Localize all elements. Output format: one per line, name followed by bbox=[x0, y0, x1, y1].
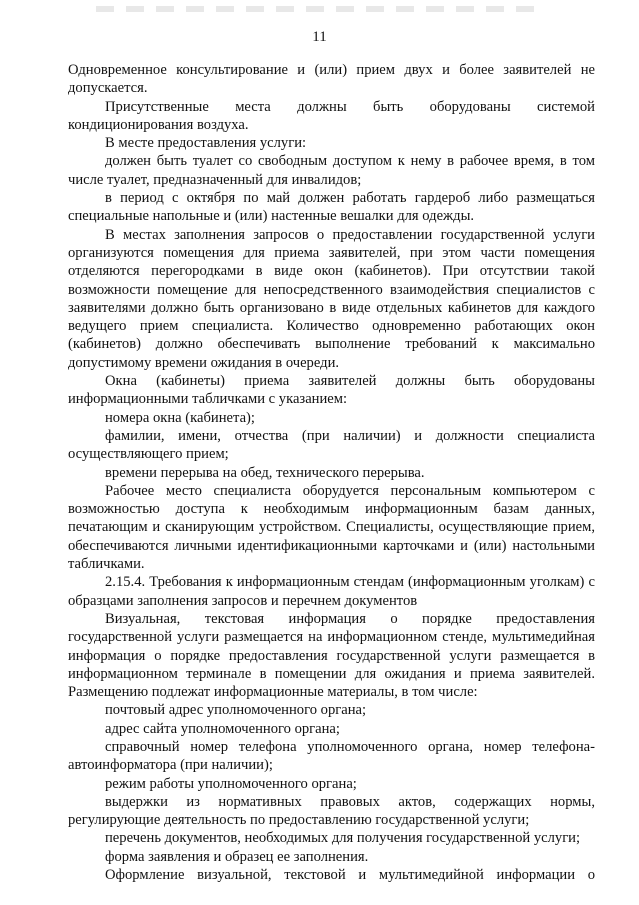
paragraph: Визуальная, текстовая информация о порядке предоставления государственной услуги размещается на информационном стенде, мультимедийная информация о порядке предоставления государственной услуги размещается в информационном терминале в помещении для ожидания и приема заявителей. Размещению подлежат информационные материалы, в том числе: bbox=[68, 610, 595, 701]
section-heading: 2.15.4. Требования к информационным стендам (информационным уголкам) с образцами заполнения запросов и перечнем документов bbox=[68, 574, 595, 609]
paragraph: Присутственные места должны быть оборудованы системой кондиционирования воздуха. bbox=[68, 98, 595, 133]
list-item: времени перерыва на обед, технического перерыва. bbox=[105, 464, 425, 481]
list-item: перечень документов, необходимых для получения государственной услуги; bbox=[105, 830, 581, 847]
scan-artifact bbox=[96, 6, 536, 12]
page-number: 11 bbox=[312, 29, 327, 45]
document-body bbox=[68, 61, 595, 884]
list-item: выдержки из нормативных правовых актов, содержащих нормы, регулирующие деятельность по предоставлению государственной услуги; bbox=[68, 793, 595, 829]
list-item: адрес сайта уполномоченного органа; bbox=[105, 720, 340, 737]
paragraph: Одновременное консультирование и (или) прием двух и более заявителей не допускается. bbox=[68, 62, 595, 97]
list-item: фамилии, имени, отчества (при наличии) и должности специалиста осуществляющего прием; bbox=[68, 427, 595, 463]
list-item: номера окна (кабинета); bbox=[105, 409, 255, 426]
list-item: почтовый адрес уполномоченного органа; bbox=[105, 702, 367, 719]
list-item: форма заявления и образец ее заполнения. bbox=[105, 848, 369, 865]
paragraph: Рабочее место специалиста оборудуется персональным компьютером с возможностью доступа к необходимым информационным базам данных, печатающим и сканирующим устройством. Специалисты, осуществляющие прием, обеспечиваются личными идентификационными карточками и (или) настольными табличками. bbox=[68, 482, 595, 573]
paragraph: Оформление визуальной, текстовой и мультимедийной информации о bbox=[105, 867, 595, 884]
paragraph: Окна (кабинеты) приема заявителей должны быть оборудованы информационными табличками с указанием: bbox=[68, 373, 595, 408]
paragraph: В месте предоставления услуги: bbox=[105, 135, 307, 152]
list-item: справочный номер телефона уполномоченного органа, номер телефона-автоинформатора (при наличии); bbox=[68, 738, 595, 774]
paragraph: в период с октября по май должен работать гардероб либо размещаться специальные напольные и (или) настенные вешалки для одежды. bbox=[68, 190, 595, 225]
paragraph: должен быть туалет со свободным доступом к нему в рабочее время, в том числе туалет, предназначенный для инвалидов; bbox=[68, 153, 595, 188]
list-item: режим работы уполномоченного органа; bbox=[105, 775, 357, 792]
paragraph: В местах заполнения запросов о предоставлении государственной услуги организуются помещения для приема заявителей, при этом части помещения отделяются перегородками в виде окон (кабинетов). При отсутствии такой возможности помещение для непосредственного взаимодействия специалистов с заявителями должно быть организовано в виде отдельных кабинетов для каждого ведущего прием специалиста. Количество одновременно работающих окон (кабинетов) должно обеспечивать выполнение требований к максимально допустимому времени ожидания в очереди. bbox=[68, 226, 595, 371]
